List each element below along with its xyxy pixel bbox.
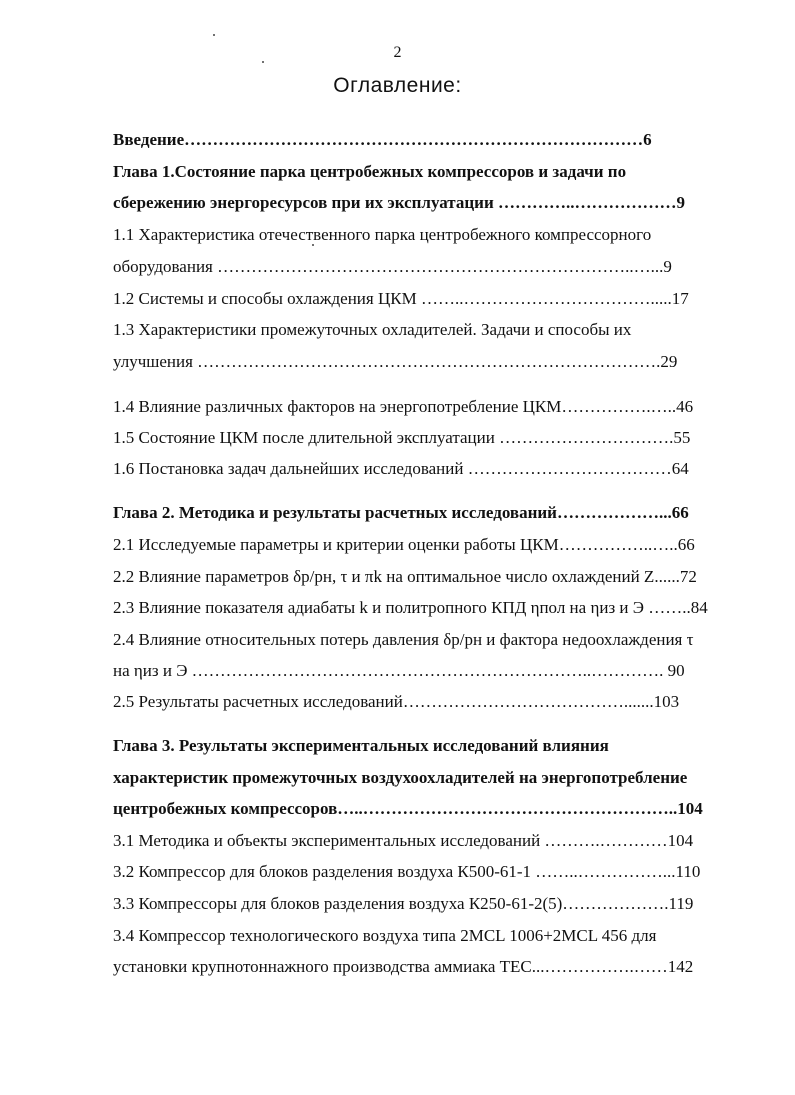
- toc-entry-3-4: 3.4 Компрессор технологического воздуха типа 2MCL 1006+2MCL 456 для: [113, 926, 657, 945]
- scan-speck: [213, 34, 215, 36]
- toc-entry-2-1: 2.1 Исследуемые параметры и критерии оценки работы ЦКМ……………..…..66: [113, 535, 695, 554]
- toc-entry-2-4: 2.4 Влияние относительных потерь давления δр/рн и фактора недоохлаждения τ: [113, 630, 694, 649]
- toc-entry-3-4-cont: установки крупнотоннажного производства аммиака ТЕС...…………….……142: [113, 957, 694, 976]
- toc-entry-3-3: 3.3 Компрессоры для блоков разделения воздуха К250-61-2(5)……………….119: [113, 894, 694, 913]
- toc-entry-chapter-3: Глава 3. Результаты экспериментальных исследований влияния: [113, 736, 609, 755]
- toc-entry-chapter-1-cont: сбережению энергоресурсов при их эксплуатации …………..………………9: [113, 193, 685, 212]
- toc-entry-1-1: 1.1 Характеристика отечественного парка центробежного компрессорного: [113, 225, 652, 244]
- toc-entry-2-3: 2.3 Влияние показателя адиабаты k и политропного КПД ηпол на ηиз и Э ……..84: [113, 598, 708, 617]
- toc-entry-3-2: 3.2 Компрессор для блоков разделения воздуха К500-61-1 ……..……………...110: [113, 862, 701, 881]
- toc-entry-2-5: 2.5 Результаты расчетных исследований………………………………….......103: [113, 692, 680, 711]
- toc-entry-3-1: 3.1 Методика и объекты экспериментальных исследований ……….…………104: [113, 831, 694, 850]
- toc-entry-1-6: 1.6 Постановка задач дальнейших исследований ………………………………64: [113, 459, 689, 478]
- toc-entry-chapter-3-cont2: центробежных компрессоров…..………………………………………………..104: [113, 799, 703, 818]
- toc-entry-chapter-2: Глава 2. Методика и результаты расчетных исследований………………...66: [113, 503, 689, 522]
- toc-entry-chapter-1: Глава 1.Состояние парка центробежных компрессоров и задачи по: [113, 162, 627, 181]
- toc-entry-1-4: 1.4 Влияние различных факторов на энергопотребление ЦКМ…………….…..46: [113, 397, 694, 416]
- toc-entry-1-3: 1.3 Характеристики промежуточных охладителей. Задачи и способы их: [113, 320, 632, 339]
- toc-entry-introduction: Введение………………………………………………………………………6: [113, 130, 652, 149]
- toc-entry-1-1-cont: оборудования ………………………………………………………………..…...9: [113, 257, 672, 276]
- toc-entry-2-2: 2.2 Влияние параметров δр/рн, τ и πk на оптимальное число охлаждений Z......72: [113, 567, 697, 586]
- toc-entry-1-5: 1.5 Состояние ЦКМ после длительной эксплуатации ………………………….55: [113, 428, 691, 447]
- toc-entry-2-4-cont: на ηиз и Э ……………………………………………………………..…………. 90: [113, 661, 685, 680]
- page-title: Оглавление:: [333, 74, 462, 97]
- page-number: 2: [393, 44, 402, 61]
- toc-entry-1-2: 1.2 Системы и способы охлаждения ЦКМ ……..…………………………….....17: [113, 289, 689, 308]
- toc-entry-chapter-3-cont: характеристик промежуточных воздухоохладителей на энергопотребление: [113, 768, 688, 787]
- toc-entry-1-3-cont: улучшения ……………………………………………………………………….29: [113, 352, 678, 371]
